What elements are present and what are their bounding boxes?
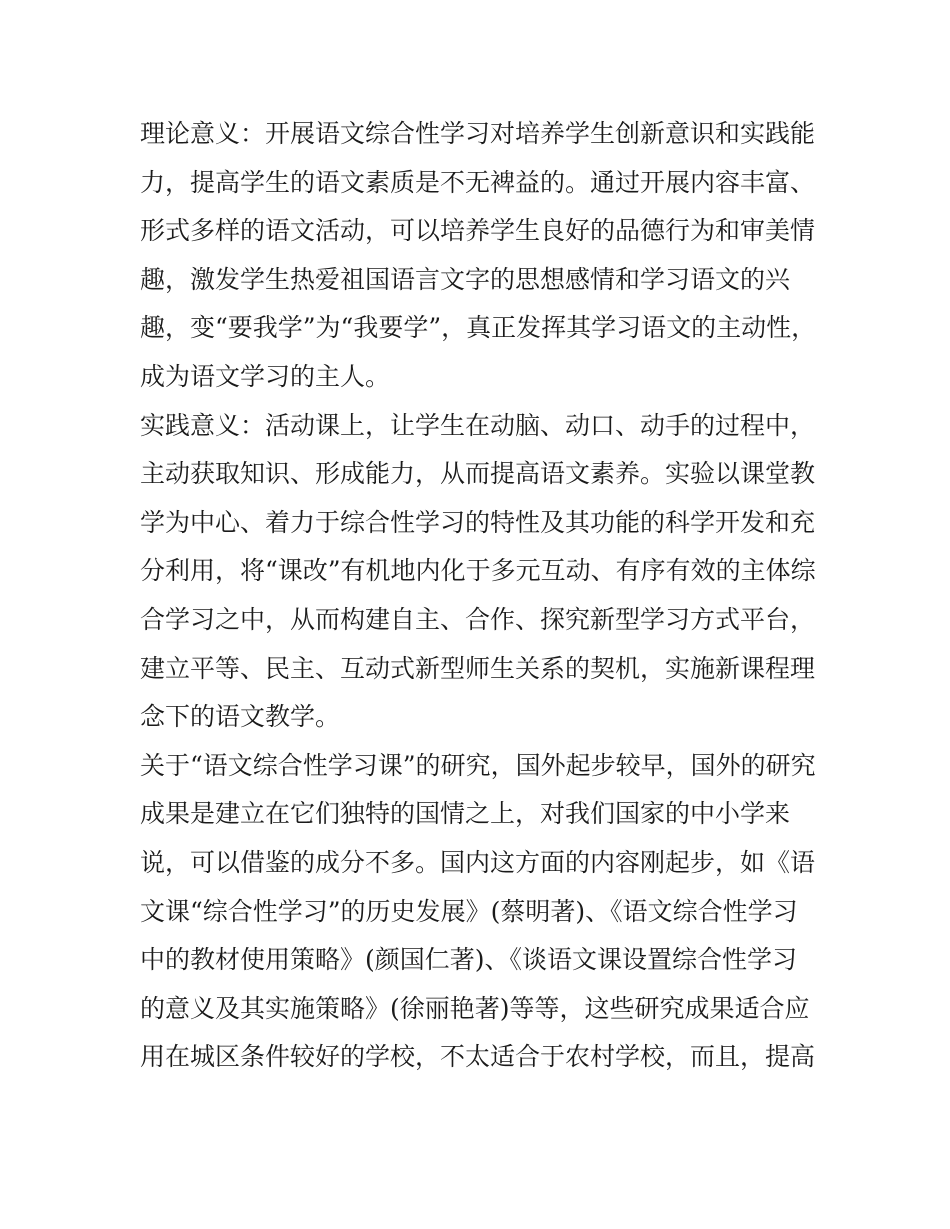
- text-line: 形式多样的语文活动，可以培养学生良好的品德行为和审美情: [140, 216, 816, 246]
- text-line: 中的教材使用策略》(颜国仁著)、《谈语文课设置综合性学习: [140, 945, 798, 975]
- text-line: 趣，激发学生热爱祖国语言文字的思想感情和学习语文的兴: [140, 264, 791, 294]
- text-line: 的意义及其实施策略》(徐丽艳著)等等，这些研究成果适合应: [140, 993, 810, 1023]
- text-line: 学为中心、着力于综合性学习的特性及其功能的科学开发和充: [140, 507, 816, 537]
- text-line: 建立平等、民主、互动式新型师生关系的契机，实施新课程理: [140, 653, 816, 683]
- text-line: 理论意义：开展语文综合性学习对培养学生创新意识和实践能: [140, 119, 816, 148]
- text-line: 关于“语文综合性学习课”的研究，国外起步较早，国外的研究: [140, 750, 816, 780]
- text-line: 分利用，将“课改”有机地内化于多元互动、有序有效的主体综: [140, 556, 816, 586]
- text-line: 成为语文学习的主人。: [140, 361, 391, 391]
- text-line: 文课“综合性学习”的历史发展》(蔡明著)、《语文综合性学习: [140, 896, 798, 926]
- text-line: 用在城区条件较好的学校，不太适合于农村学校，而且，提高: [140, 1042, 816, 1072]
- text-line: 力，提高学生的语文素质是不无裨益的。通过开展内容丰富、: [140, 167, 816, 197]
- text-line: 说，可以借鉴的成分不多。国内这方面的内容刚起步，如《语: [140, 847, 816, 877]
- text-line: 主动获取知识、形成能力，从而提高语文素养。实验以课堂教: [140, 459, 816, 489]
- text-line: 趣，变“要我学”为“我要学”，真正发挥其学习语文的主动性，: [140, 313, 816, 343]
- text-line: 合学习之中，从而构建自主、合作、探究新型学习方式平台，: [140, 604, 816, 634]
- text-line: 念下的语文教学。: [140, 702, 341, 732]
- body-text: [140, 110, 816, 1082]
- text-line: 实践意义：活动课上，让学生在动脑、动口、动手的过程中，: [140, 410, 816, 440]
- text-line: 成果是建立在它们独特的国情之上，对我们国家的中小学来: [140, 799, 791, 829]
